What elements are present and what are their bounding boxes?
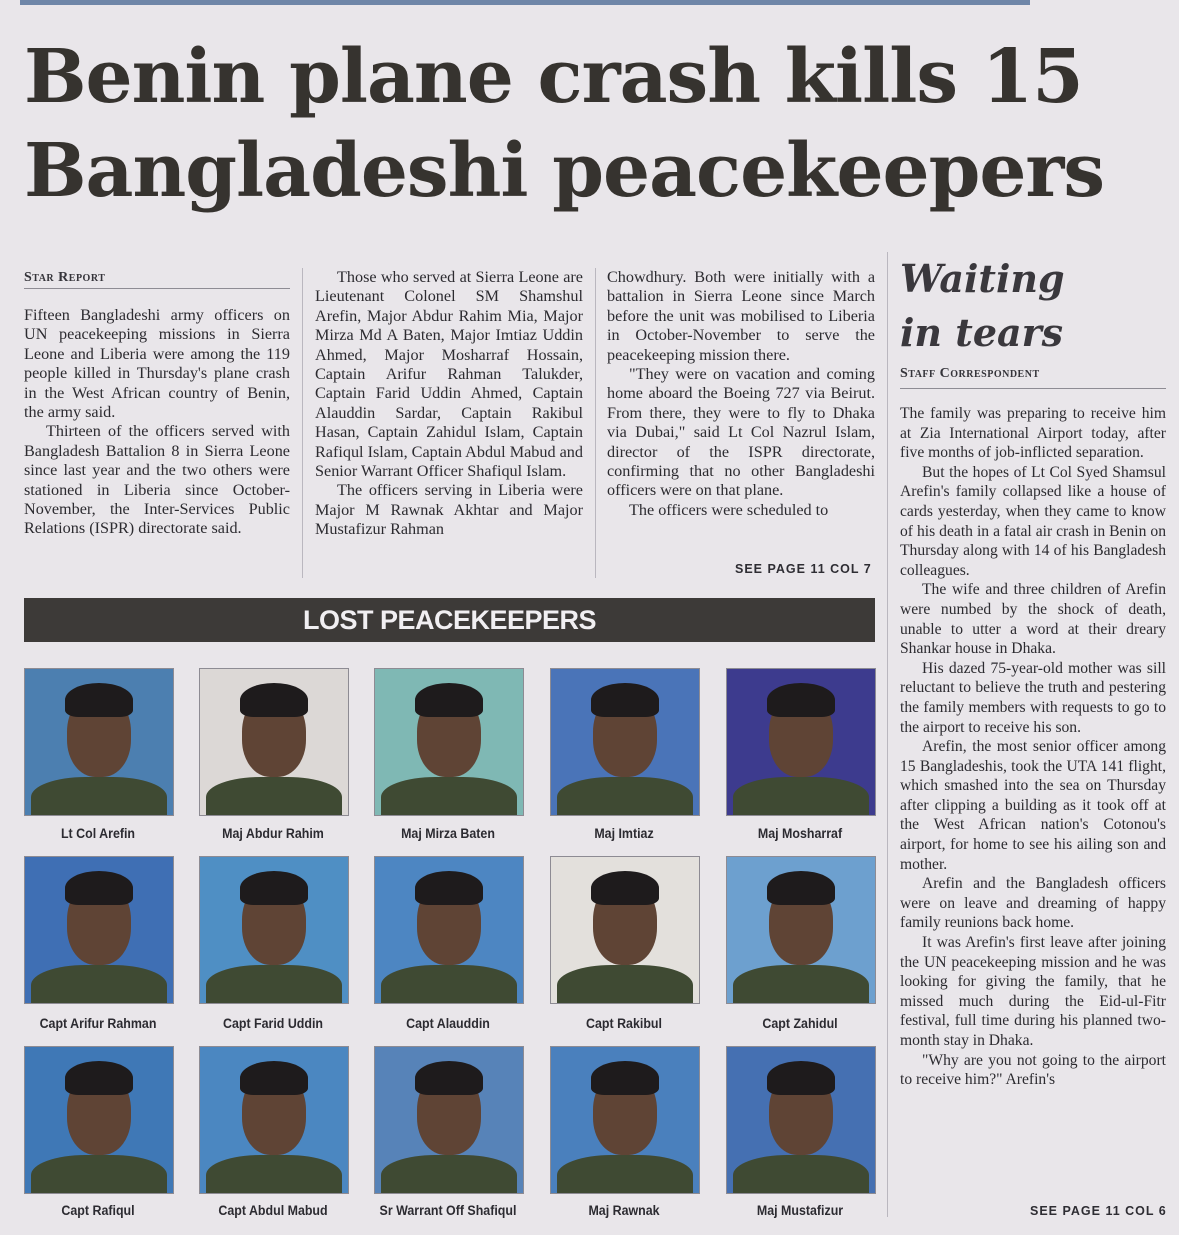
photo-caption: Sr Warrant Off Shafiqul: [379, 1203, 517, 1218]
main-story-col-1: [24, 306, 290, 539]
main-col3-para: "They were on vacation and coming home aboard the Boeing 727 via Beirut. From there, they were to fly to Dhaka via Dubai," said Lt Col Nazrul Islam, director of the ISPR directorate, confirming that no other Bangladeshi officers were on that plane.: [607, 365, 875, 500]
hair-shape: [240, 683, 308, 717]
uniform-shape: [206, 1155, 342, 1194]
hair-shape: [240, 871, 308, 905]
photo-caption: Capt Zahidul: [762, 1016, 838, 1031]
headline-line-1: Benin plane crash kills 15: [24, 34, 1083, 120]
side-story-title: [900, 252, 1065, 360]
side-story-body: [900, 404, 1166, 1090]
officer-photo: [199, 1046, 349, 1194]
main-col1-para: Thirteen of the officers served with Bangladesh Battalion 8 in Sierra Leone since last year and the two others were stationed in Liberia since October-November, the Inter-Services Public Relations (ISPR) directorate said.: [24, 422, 290, 538]
photo-caption: Maj Imtiaz: [594, 826, 654, 841]
headline-line-2: Bangladeshi peacekeepers: [24, 128, 1105, 214]
hair-shape: [65, 683, 133, 717]
photo-caption: Capt Arifur Rahman: [39, 1016, 157, 1031]
side-byline: Staff Correspondent: [900, 366, 1040, 381]
officer-photo: [550, 668, 700, 816]
photo-caption: Capt Alauddin: [406, 1016, 490, 1031]
officer-photo: [374, 856, 524, 1004]
photo-caption: Maj Mirza Baten: [401, 826, 495, 841]
officer-photo: [374, 1046, 524, 1194]
hair-shape: [767, 1061, 835, 1095]
main-col1-para: Fifteen Bangladeshi army officers on UN peacekeeping missions in Sierra Leone and Liberia were among the 119 people killed in Thursday's plane crash in the West African country of Benin, the army said.: [24, 306, 290, 422]
officer-photo: [550, 856, 700, 1004]
officer-photo: [726, 1046, 876, 1194]
side-continued-jump: SEE PAGE 11 COL 6: [1030, 1204, 1167, 1218]
side-para: Arefin, the most senior officer among 15 Bangladeshis, took the UTA 141 flight, which smashed into the sea on Thursday after clipping a building as it took off at the West African nation's Cotonou's airport, for home to see his ailing son and mother.: [900, 738, 1166, 873]
photo-caption: Maj Mosharraf: [757, 826, 843, 841]
uniform-shape: [557, 965, 693, 1004]
top-color-strip: [20, 0, 1030, 5]
uniform-shape: [206, 965, 342, 1004]
main-col3-para: Chowdhury. Both were initially with a battalion in Sierra Leone since March before the unit was mobilised to Liberia in October-November to serve the peacekeeping mission there.: [607, 268, 875, 364]
officer-photo: [199, 856, 349, 1004]
side-title-line-1: Waiting: [900, 256, 1065, 301]
side-para: His dazed 75-year-old mother was sill reluctant to believe the truth and pestering the family members with requests to go to the airport to receive his son.: [900, 659, 1166, 736]
officer-photo: [199, 668, 349, 816]
main-col2-para: The officers serving in Liberia were Major M Rawnak Akhtar and Major Mustafizur Rahman: [315, 481, 583, 539]
hair-shape: [767, 683, 835, 717]
officer-photo: [24, 1046, 174, 1194]
uniform-shape: [31, 965, 167, 1004]
side-para: It was Arefin's first leave after joining the UN peacekeeping mission and he was looking for giving the family, that he missed much during the Eid-ul-Fitr festival, full time during his planned two-month stay in Dhaka.: [900, 934, 1166, 1049]
main-byline: Star Report: [24, 270, 106, 285]
photo-caption: Maj Mustafizur: [756, 1203, 844, 1218]
column-divider: [302, 268, 303, 578]
main-byline-rule: [24, 288, 290, 289]
hair-shape: [415, 683, 483, 717]
hair-shape: [240, 1061, 308, 1095]
officer-photo: [550, 1046, 700, 1194]
uniform-shape: [733, 777, 869, 816]
main-continued-jump: SEE PAGE 11 COL 7: [735, 562, 872, 576]
main-story-col-3: [607, 268, 875, 520]
column-divider: [595, 268, 596, 578]
officer-photo: [24, 856, 174, 1004]
uniform-shape: [557, 777, 693, 816]
photo-caption: Lt Col Arefin: [60, 826, 136, 841]
uniform-shape: [381, 965, 517, 1004]
side-para: Arefin and the Bangladesh officers were on leave and dreaming of happy family reunions back home.: [900, 875, 1166, 932]
uniform-shape: [31, 1155, 167, 1194]
side-para: The family was preparing to receive him at Zia International Airport today, after five months of job-inflicted separation.: [900, 405, 1166, 462]
uniform-shape: [31, 777, 167, 816]
uniform-shape: [733, 1155, 869, 1194]
photo-caption: Capt Abdul Mabud: [218, 1203, 328, 1218]
officer-photo: [374, 668, 524, 816]
photo-caption: Capt Rakibul: [586, 1016, 662, 1031]
hair-shape: [415, 1061, 483, 1095]
uniform-shape: [381, 1155, 517, 1194]
hair-shape: [767, 871, 835, 905]
hair-shape: [591, 871, 659, 905]
uniform-shape: [733, 965, 869, 1004]
hair-shape: [591, 1061, 659, 1095]
side-para: But the hopes of Lt Col Syed Shamsul Arefin's family collapsed like a house of cards yesterday, when they came to know of his death in a fatal air crash in Benin on Thursday along with 14 of his Bangladesh colleagues.: [900, 463, 1166, 579]
officer-photo: [726, 856, 876, 1004]
side-column-divider: [887, 252, 888, 1217]
side-para: The wife and three children of Arefin were numbed by the shock of death, unable to utter a word at their dreary Shankar house in Dhaka.: [900, 581, 1166, 658]
uniform-shape: [381, 777, 517, 816]
photo-caption: Maj Abdur Rahim: [222, 826, 324, 841]
main-col2-para: Those who served at Sierra Leone are Lieutenant Colonel SM Shamshul Arefin, Major Abdur Rahim Mia, Major Mirza Md A Baten, Major Imtiaz Uddin Ahmed, Major Mosharraf Hossain, Captain Arifur Rahman Talukder, Captain Farid Uddin Ahmed, Captain Alauddin Sardar, Captain Rakibul Hasan, Captain Zahidul Islam, Captain Rafiqul Islam, Captain Abdul Mabud and Senior Warrant Officer Shafiqul Islam.: [315, 268, 583, 481]
side-title-line-2: in tears: [900, 310, 1064, 355]
hair-shape: [65, 1061, 133, 1095]
hair-shape: [415, 871, 483, 905]
uniform-shape: [206, 777, 342, 816]
headline: [24, 30, 1174, 218]
uniform-shape: [557, 1155, 693, 1194]
officer-photo: [24, 668, 174, 816]
photo-caption: Capt Rafiqul: [61, 1203, 135, 1218]
main-story-col-2: [315, 268, 583, 540]
side-para: "Why are you not going to the airport to receive him?" Arefin's: [900, 1051, 1166, 1089]
photo-caption: Capt Farid Uddin: [222, 1016, 324, 1031]
hair-shape: [591, 683, 659, 717]
hair-shape: [65, 871, 133, 905]
side-byline-rule: [900, 388, 1166, 389]
officer-photo: [726, 668, 876, 816]
main-col3-para: The officers were scheduled to: [629, 500, 829, 519]
photo-caption: Maj Rawnak: [588, 1203, 660, 1218]
gallery-title: LOST PEACEKEEPERS: [302, 605, 597, 635]
